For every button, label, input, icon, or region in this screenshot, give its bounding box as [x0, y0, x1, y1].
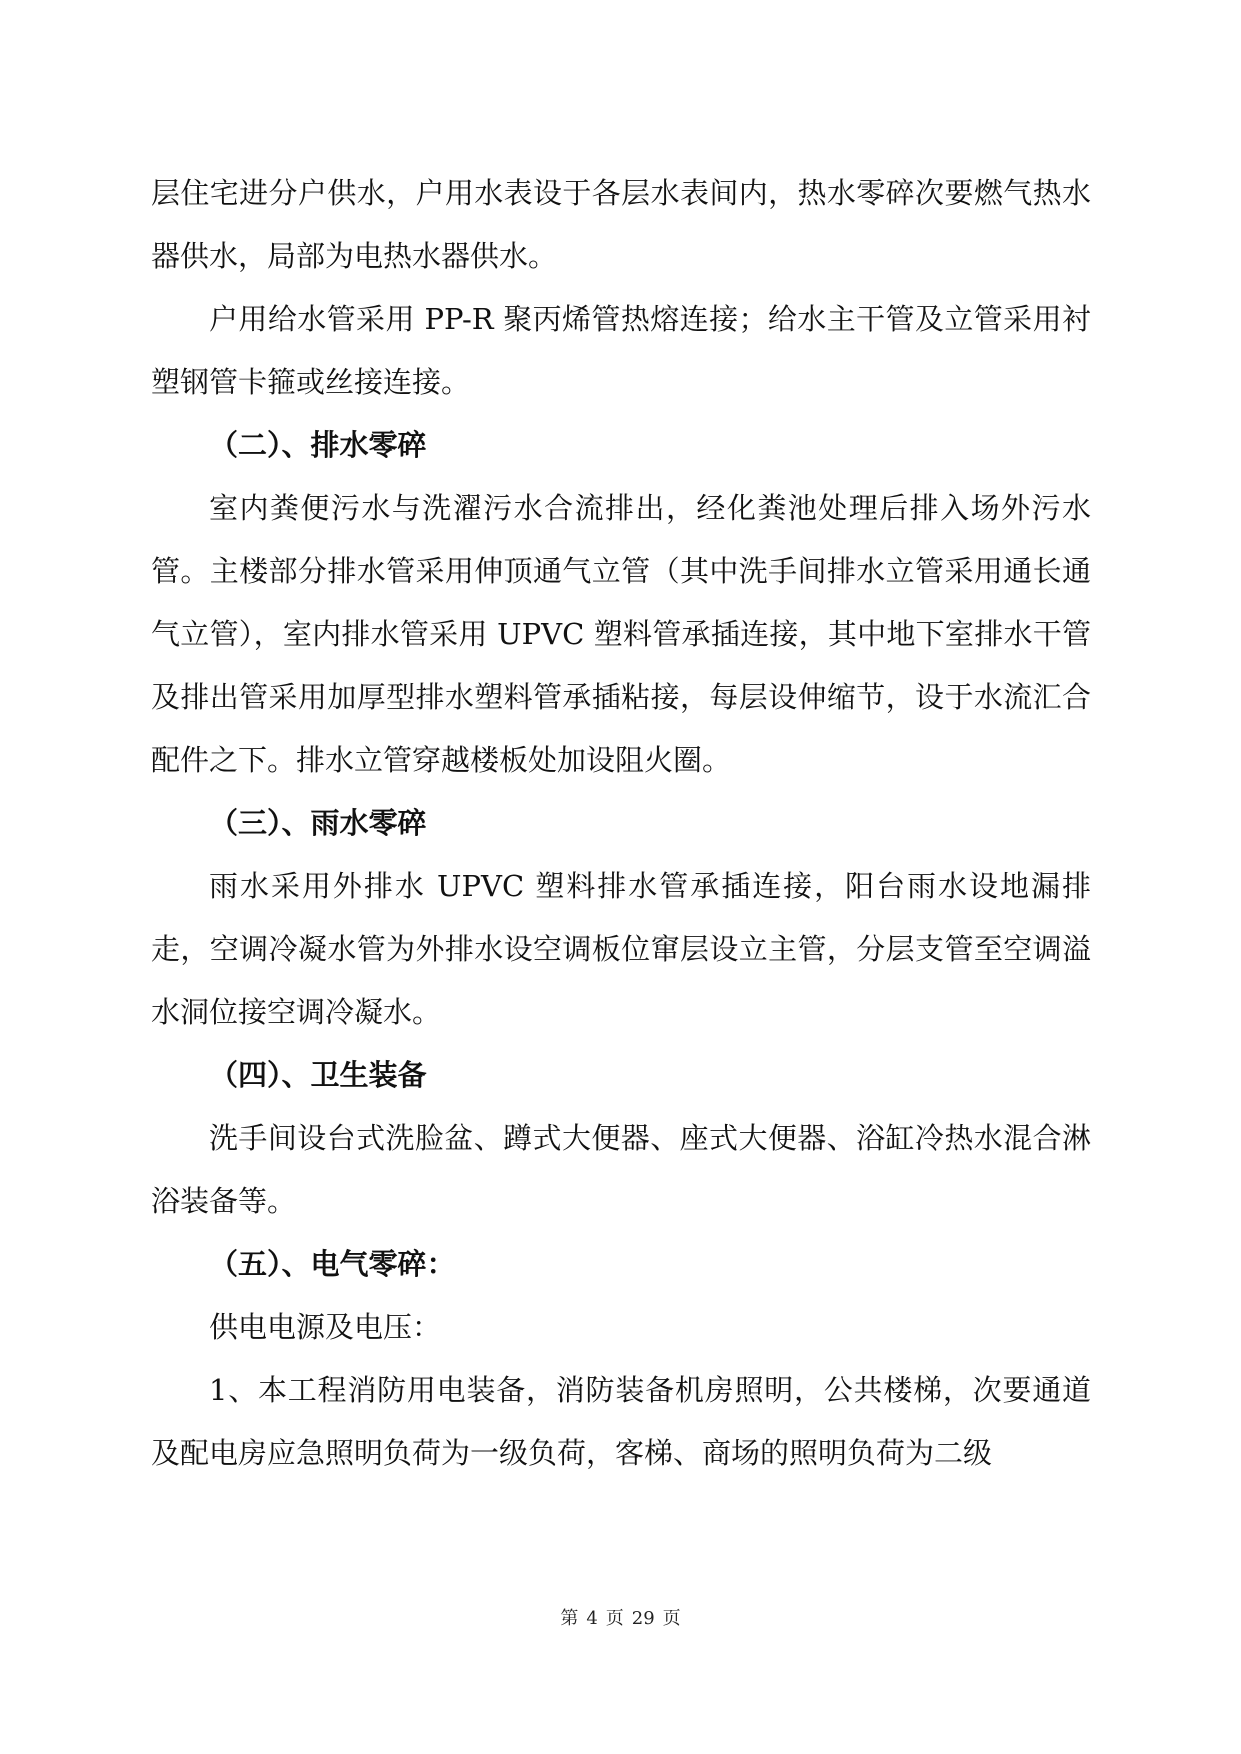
- heading-drainage-system: （二）、排水零碎: [209, 428, 427, 462]
- paragraph-rainwater: 雨水采用外排水 UPVC 塑料排水管承插连接，阳台雨水设地漏排走，空调冷凝水管为外排水设空调板位窜层设立主管，分层支管至空调溢水洞位接空调冷凝水。: [151, 869, 1091, 1029]
- heading-electrical-system: （五）、电气零碎：: [209, 1247, 456, 1281]
- page-content: [151, 162, 1091, 1485]
- paragraph-load-levels: 1、本工程消防用电装备，消防装备机房照明，公共楼梯，次要通道及配电房应急照明负荷为一级负荷，客梯、商场的照明负荷为二级: [151, 1373, 1091, 1470]
- paragraph-sanitary: 洗手间设台式洗脸盆、蹲式大便器、座式大便器、浴缸冷热水混合淋浴装备等。: [151, 1121, 1091, 1218]
- paragraph-supply-pipes: 户用给水管采用 PP-R 聚丙烯管热熔连接；给水主干管及立管采用衬塑钢管卡箍或丝接连接。: [151, 302, 1091, 399]
- footer-suffix: 页: [662, 1608, 681, 1629]
- page-footer: [0, 1604, 1241, 1630]
- heading-rainwater-system: （三）、雨水零碎: [209, 806, 427, 840]
- paragraph-power-source: 供电电源及电压：: [209, 1310, 442, 1344]
- footer-prefix: 第: [560, 1608, 579, 1629]
- paragraph-water-supply-cont: 层住宅进分户供水，户用水表设于各层水表间内，热水零碎次要燃气热水器供水，局部为电热水器供水。: [151, 176, 1091, 273]
- footer-page-number: 4: [586, 1608, 598, 1629]
- paragraph-drainage: 室内粪便污水与洗濯污水合流排出，经化粪池处理后排入场外污水管。主楼部分排水管采用伸顶通气立管（其中洗手间排水立管采用通长通气立管），室内排水管采用 UPVC 塑料管承插连接，其中地下室排水干管及排出管采用加厚型排水塑料管承插粘接，每层设伸缩节，设于水流汇合配件之下。排水立管穿越楼板处加设阻火圈。: [151, 491, 1091, 777]
- heading-sanitary-equipment: （四）、卫生装备: [209, 1058, 427, 1092]
- footer-middle: 页: [605, 1608, 624, 1629]
- footer-total-pages: 29: [631, 1608, 655, 1629]
